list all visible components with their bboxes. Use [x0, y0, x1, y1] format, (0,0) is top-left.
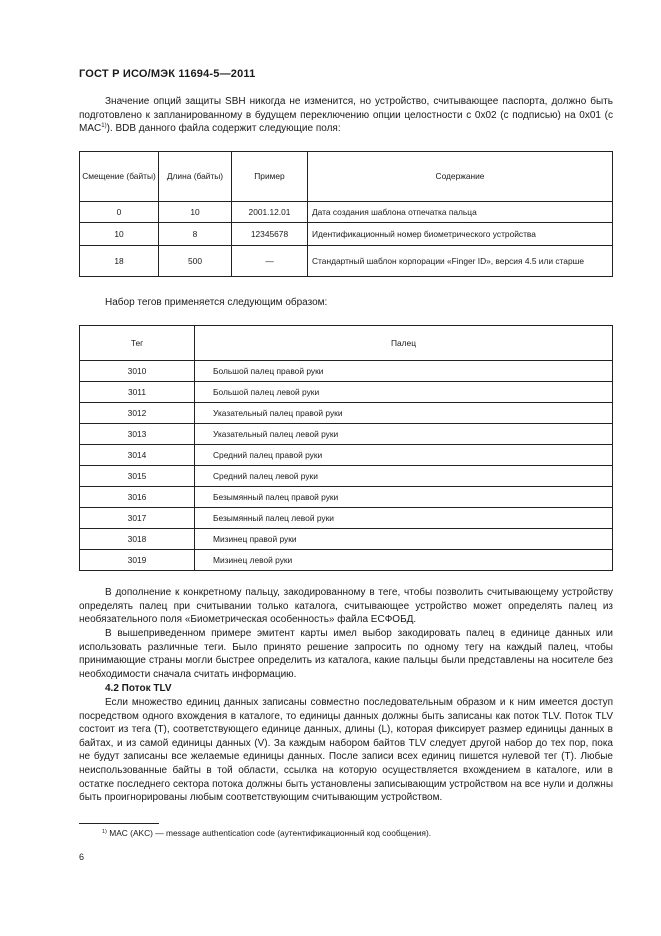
cell-tag: 3013 [80, 424, 195, 445]
tlv-text: Если множество единиц данных записаны совместно последовательным образом и к ним имеется доступ посредством одного вхождения в каталоге, то единицы данных должны быть записаны как поток TLV. Поток TLV состоит из тега (T), соответствующего единице данных, длины (L), которая фиксирует размер единицы данных в байтах, и из самой единицы данных (V). За каждым набором байтов TLV следует другой набор до тех пор, пока не будут записаны все желаемые единицы данных. После записи всех единиц пишется нулевой тег (T). Любые неиспользованные байты в той области, ссылка на которую осуществляется вхождением в каталоге, или в остатке последнего сектора потока должны быть установлены записывающим устройством на все нули и должны быть проигнорированы любым соответствующим считывающим устройством. [79, 697, 613, 804]
cell-finger: Мизинец левой руки [195, 550, 613, 571]
intro-text: Значение опций защиты SBH никогда не изменится, но устройство, считывающее паспорта, должно быть подготовлено к запланированному в будущем переключению опции целостности с 0x02 (с подписью) на 0x01 (с MAC [79, 96, 613, 135]
table-row [80, 424, 613, 445]
cell-length: 500 [159, 246, 232, 277]
intro-text-end: ). BDB данного файла содержит следующие поля: [106, 123, 341, 135]
example-paragraph [79, 627, 613, 681]
tlv-paragraph [79, 696, 613, 805]
table-row [80, 403, 613, 424]
tags-intro-paragraph [79, 296, 613, 310]
finger-tags-table [79, 325, 613, 571]
section-title: 4.2 Поток TLV [105, 683, 172, 694]
cell-finger: Безымянный палец левой руки [195, 508, 613, 529]
footnote-text: MAC (AKC) — message authentication code (аутентификационный код сообщения). [109, 828, 432, 838]
cell-finger: Средний палец правой руки [195, 445, 613, 466]
cell-tag: 3015 [80, 466, 195, 487]
table-row [80, 550, 613, 571]
table-row [80, 466, 613, 487]
tags-intro-text: Набор тегов применяется следующим образом: [105, 297, 328, 308]
cell-tag: 3017 [80, 508, 195, 529]
cell-content: Идентификационный номер биометрического устройства [308, 223, 613, 246]
cell-tag: 3012 [80, 403, 195, 424]
cell-finger: Безымянный палец правой руки [195, 487, 613, 508]
table-row [80, 508, 613, 529]
footnote-marker: 1) [102, 829, 107, 835]
addition-paragraph [79, 586, 613, 627]
intro-paragraph [79, 95, 613, 136]
table-row [80, 487, 613, 508]
table-row [80, 529, 613, 550]
cell-content: Стандартный шаблон корпорации «Finger ID», версия 4.5 или старше [308, 246, 613, 277]
cell-finger: Указательный палец правой руки [195, 403, 613, 424]
cell-example: 2001.12.01 [232, 202, 308, 223]
col-header-length: Длина (байты) [159, 152, 232, 202]
col-header-offset: Смещение (байты) [80, 152, 159, 202]
cell-finger: Указательный палец левой руки [195, 424, 613, 445]
page-number: 6 [79, 852, 85, 862]
cell-tag: 3011 [80, 382, 195, 403]
table-row [80, 202, 613, 223]
cell-tag: 3018 [80, 529, 195, 550]
cell-length: 8 [159, 223, 232, 246]
col-header-content: Содержание [308, 152, 613, 202]
cell-finger: Большой палец левой руки [195, 382, 613, 403]
col-header-finger: Палец [195, 326, 613, 361]
footnote [102, 828, 431, 838]
cell-offset: 10 [80, 223, 159, 246]
cell-offset: 18 [80, 246, 159, 277]
col-header-example: Пример [232, 152, 308, 202]
cell-tag: 3019 [80, 550, 195, 571]
cell-example: — [232, 246, 308, 277]
cell-finger: Мизинец правой руки [195, 529, 613, 550]
cell-content: Дата создания шаблона отпечатка пальца [308, 202, 613, 223]
example-text: В вышеприведенном примере эмитент карты имел выбор закодировать палец в единице данных или использовать различные теги. Было принято решение запросить по одному тегу на каждый палец, чтобы принимающие страны могли быстрее определить из каталога, какие пальцы были представлены на носителе без необходимости сначала считать информацию. [79, 628, 613, 680]
cell-finger: Большой палец правой руки [195, 361, 613, 382]
table-row [80, 445, 613, 466]
cell-length: 10 [159, 202, 232, 223]
table-row [80, 223, 613, 246]
footnote-ref: 1) [101, 123, 107, 130]
table-row [80, 361, 613, 382]
document-header: ГОСТ Р ИСО/МЭК 11694-5—2011 [79, 68, 256, 80]
table-row [80, 246, 613, 277]
col-header-tag: Тег [80, 326, 195, 361]
cell-offset: 0 [80, 202, 159, 223]
cell-tag: 3014 [80, 445, 195, 466]
cell-example: 12345678 [232, 223, 308, 246]
bdb-fields-table [79, 151, 613, 277]
footnote-divider [79, 823, 159, 824]
cell-tag: 3016 [80, 487, 195, 508]
cell-tag: 3010 [80, 361, 195, 382]
cell-finger: Средний палец левой руки [195, 466, 613, 487]
addition-text: В дополнение к конкретному пальцу, закодированному в теге, чтобы позволить считывающему устройству определять палец при считывании только каталога, считывающее устройство может определять палец из необязательного поля «Биометрическая особенность» файла ЕСФОБД. [79, 587, 613, 626]
table-row [80, 382, 613, 403]
